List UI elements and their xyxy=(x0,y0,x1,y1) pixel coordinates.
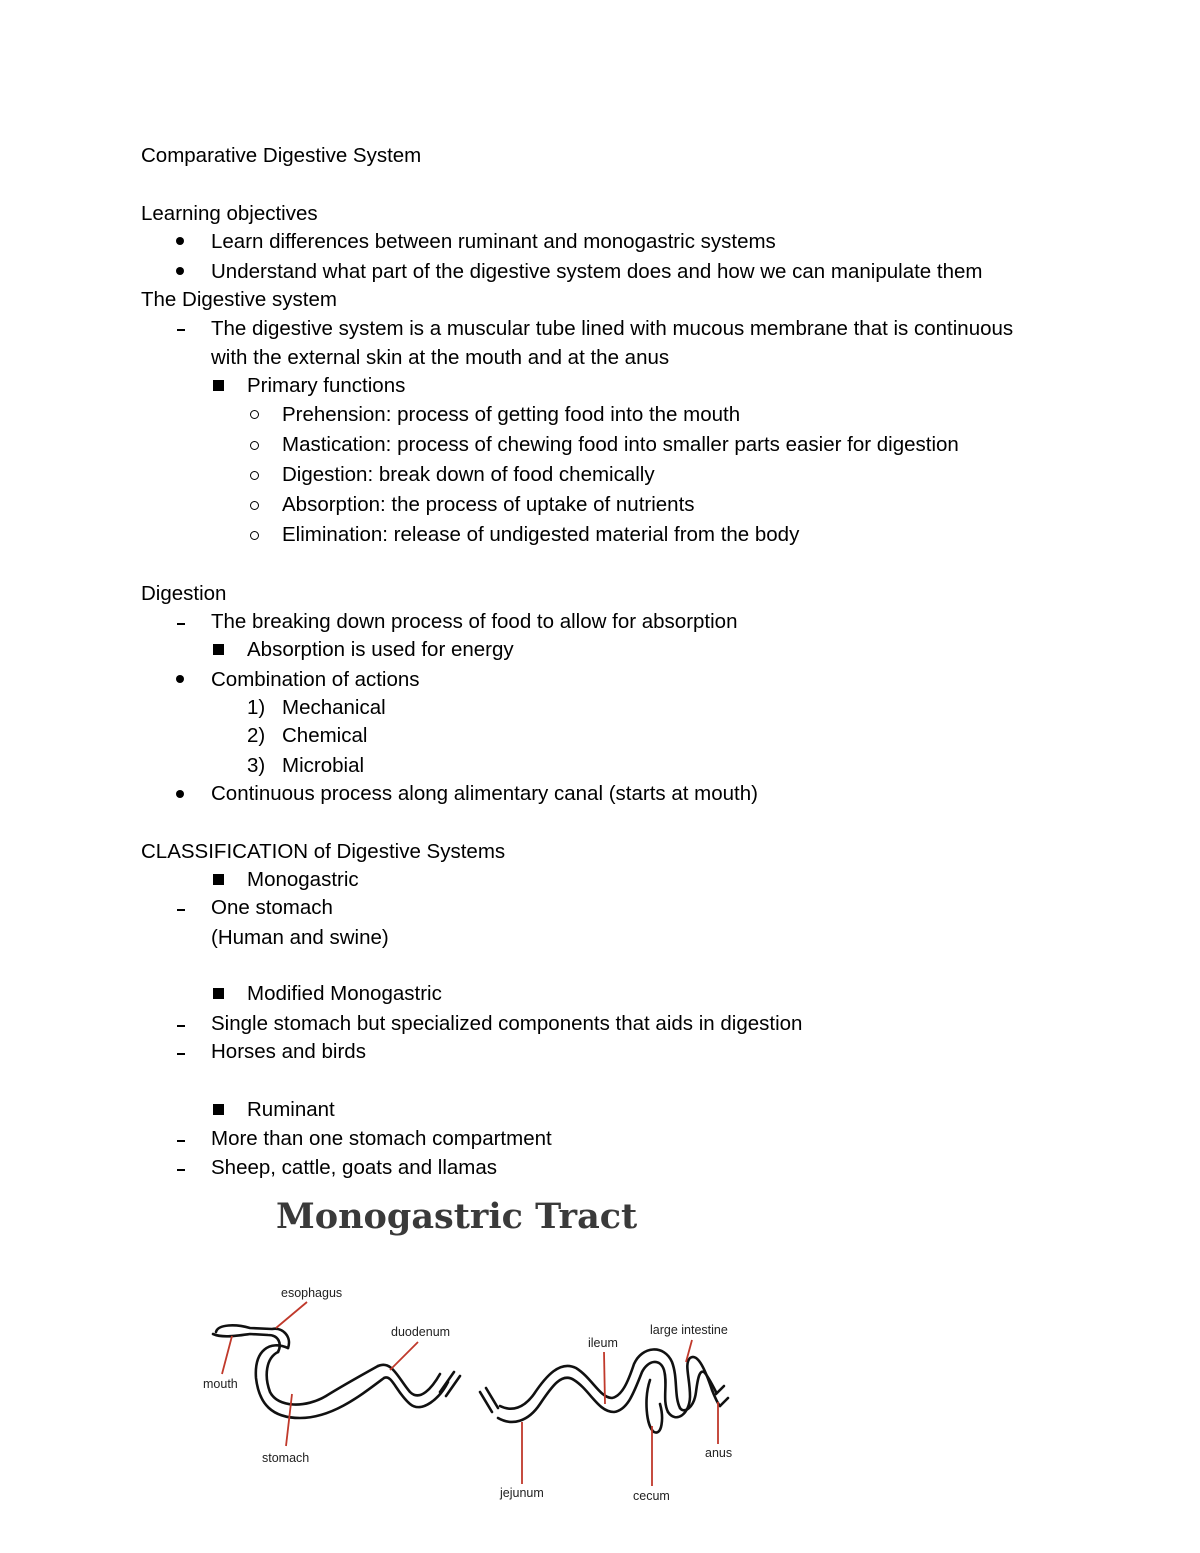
action-item: Microbial xyxy=(282,754,365,777)
learning-objectives-heading: Learning objectives xyxy=(141,202,318,225)
function-item: Digestion: break down of food chemically xyxy=(282,463,655,486)
ileum-pointer xyxy=(604,1352,605,1404)
function-item: Prehension: process of getting food into the mouth xyxy=(282,403,741,426)
monogastric-tract-diagram xyxy=(200,1192,760,1522)
action-item: Chemical xyxy=(282,724,368,747)
objective-item: Learn differences between ruminant and monogastric systems xyxy=(211,230,776,253)
stomach-label: stomach xyxy=(262,1451,310,1465)
digestion-heading: Digestion xyxy=(141,582,227,605)
bullet-icon xyxy=(176,675,184,683)
square-bullet-icon xyxy=(213,644,224,655)
document-title: Comparative Digestive System xyxy=(141,144,422,167)
circle-bullet-icon xyxy=(250,410,259,419)
primary-functions-heading: Primary functions xyxy=(247,374,406,397)
classification-heading: CLASSIFICATION of Digestive Systems xyxy=(141,840,506,863)
modified-monogastric-desc: Single stomach but specialized components that aids in digestion xyxy=(211,1012,803,1035)
stomach-outline xyxy=(256,1345,384,1418)
ruminant-examples: Sheep, cattle, goats and llamas xyxy=(211,1156,498,1179)
dash-icon xyxy=(177,909,185,911)
mouth-outline xyxy=(213,1334,280,1352)
action-number: 1) xyxy=(247,696,266,719)
duodenum-label: duodenum xyxy=(391,1325,451,1339)
ruminant-label: Ruminant xyxy=(247,1098,335,1121)
combination-of-actions: Combination of actions xyxy=(211,668,420,691)
digestive-system-desc-line1: The digestive system is a muscular tube lined with mucous membrane that is continuous xyxy=(211,317,1014,340)
ruminant-desc: More than one stomach compartment xyxy=(211,1127,552,1150)
digestion-desc: The breaking down process of food to allow for absorption xyxy=(211,610,738,633)
anus-outline xyxy=(720,1398,728,1406)
duodenum-pointer xyxy=(390,1342,418,1370)
small-intestine-outline xyxy=(498,1362,668,1422)
absorption-energy: Absorption is used for energy xyxy=(247,638,514,661)
continuous-process: Continuous process along alimentary canal (starts at mouth) xyxy=(211,782,758,805)
square-bullet-icon xyxy=(213,380,224,391)
action-number: 2) xyxy=(247,724,266,747)
circle-bullet-icon xyxy=(250,441,259,450)
square-bullet-icon xyxy=(213,874,224,885)
circle-bullet-icon xyxy=(250,531,259,540)
cecum-label: cecum xyxy=(633,1489,670,1503)
function-item: Absorption: the process of uptake of nutrients xyxy=(282,493,695,516)
objective-item: Understand what part of the digestive system does and how we can manipulate them xyxy=(211,260,983,283)
modified-monogastric-label: Modified Monogastric xyxy=(247,982,442,1005)
digestive-system-desc-line2: with the external skin at the mouth and at the anus xyxy=(211,346,670,369)
stomach-inner-outline xyxy=(267,1352,378,1405)
square-bullet-icon xyxy=(213,1104,224,1115)
dash-icon xyxy=(177,1053,185,1055)
duodenum-outline xyxy=(384,1377,448,1407)
esophagus-label: esophagus xyxy=(281,1286,343,1300)
cecum-outline xyxy=(647,1380,662,1433)
digestive-system-heading: The Digestive system xyxy=(141,288,337,311)
small-intestine-inner-outline xyxy=(500,1349,680,1408)
circle-bullet-icon xyxy=(250,501,259,510)
anus-label: anus xyxy=(705,1446,733,1460)
function-item: Elimination: release of undigested material from the body xyxy=(282,523,800,546)
circle-bullet-icon xyxy=(250,471,259,480)
mouth-pointer xyxy=(222,1336,232,1374)
action-item: Mechanical xyxy=(282,696,386,719)
large-intestine-inner-outline xyxy=(680,1372,716,1411)
dash-icon xyxy=(177,1140,185,1142)
figure-title: Monogastric Tract xyxy=(276,1196,638,1237)
bullet-icon xyxy=(176,790,184,798)
monogastric-desc: One stomach xyxy=(211,896,333,919)
anus-outline xyxy=(716,1386,724,1394)
monogastric-examples: (Human and swine) xyxy=(211,926,389,949)
duodenum-inner-outline xyxy=(378,1365,440,1396)
dash-icon xyxy=(177,1025,185,1027)
jejunum-label: jejunum xyxy=(500,1486,544,1500)
monogastric-label: Monogastric xyxy=(247,868,359,891)
dash-icon xyxy=(177,623,185,625)
bullet-icon xyxy=(176,237,184,245)
modified-monogastric-examples: Horses and birds xyxy=(211,1040,366,1063)
function-item: Mastication: process of chewing food into smaller parts easier for digestion xyxy=(282,433,959,456)
large-intestine-label: large intestine xyxy=(650,1323,728,1337)
action-number: 3) xyxy=(247,754,266,777)
stomach-pointer xyxy=(286,1394,292,1446)
bullet-icon xyxy=(176,267,184,275)
dash-icon xyxy=(177,329,185,331)
mouth-label: mouth xyxy=(203,1377,238,1391)
dash-icon xyxy=(177,1169,185,1171)
esophagus-pointer xyxy=(276,1302,307,1328)
square-bullet-icon xyxy=(213,988,224,999)
ileum-label: ileum xyxy=(588,1336,618,1350)
